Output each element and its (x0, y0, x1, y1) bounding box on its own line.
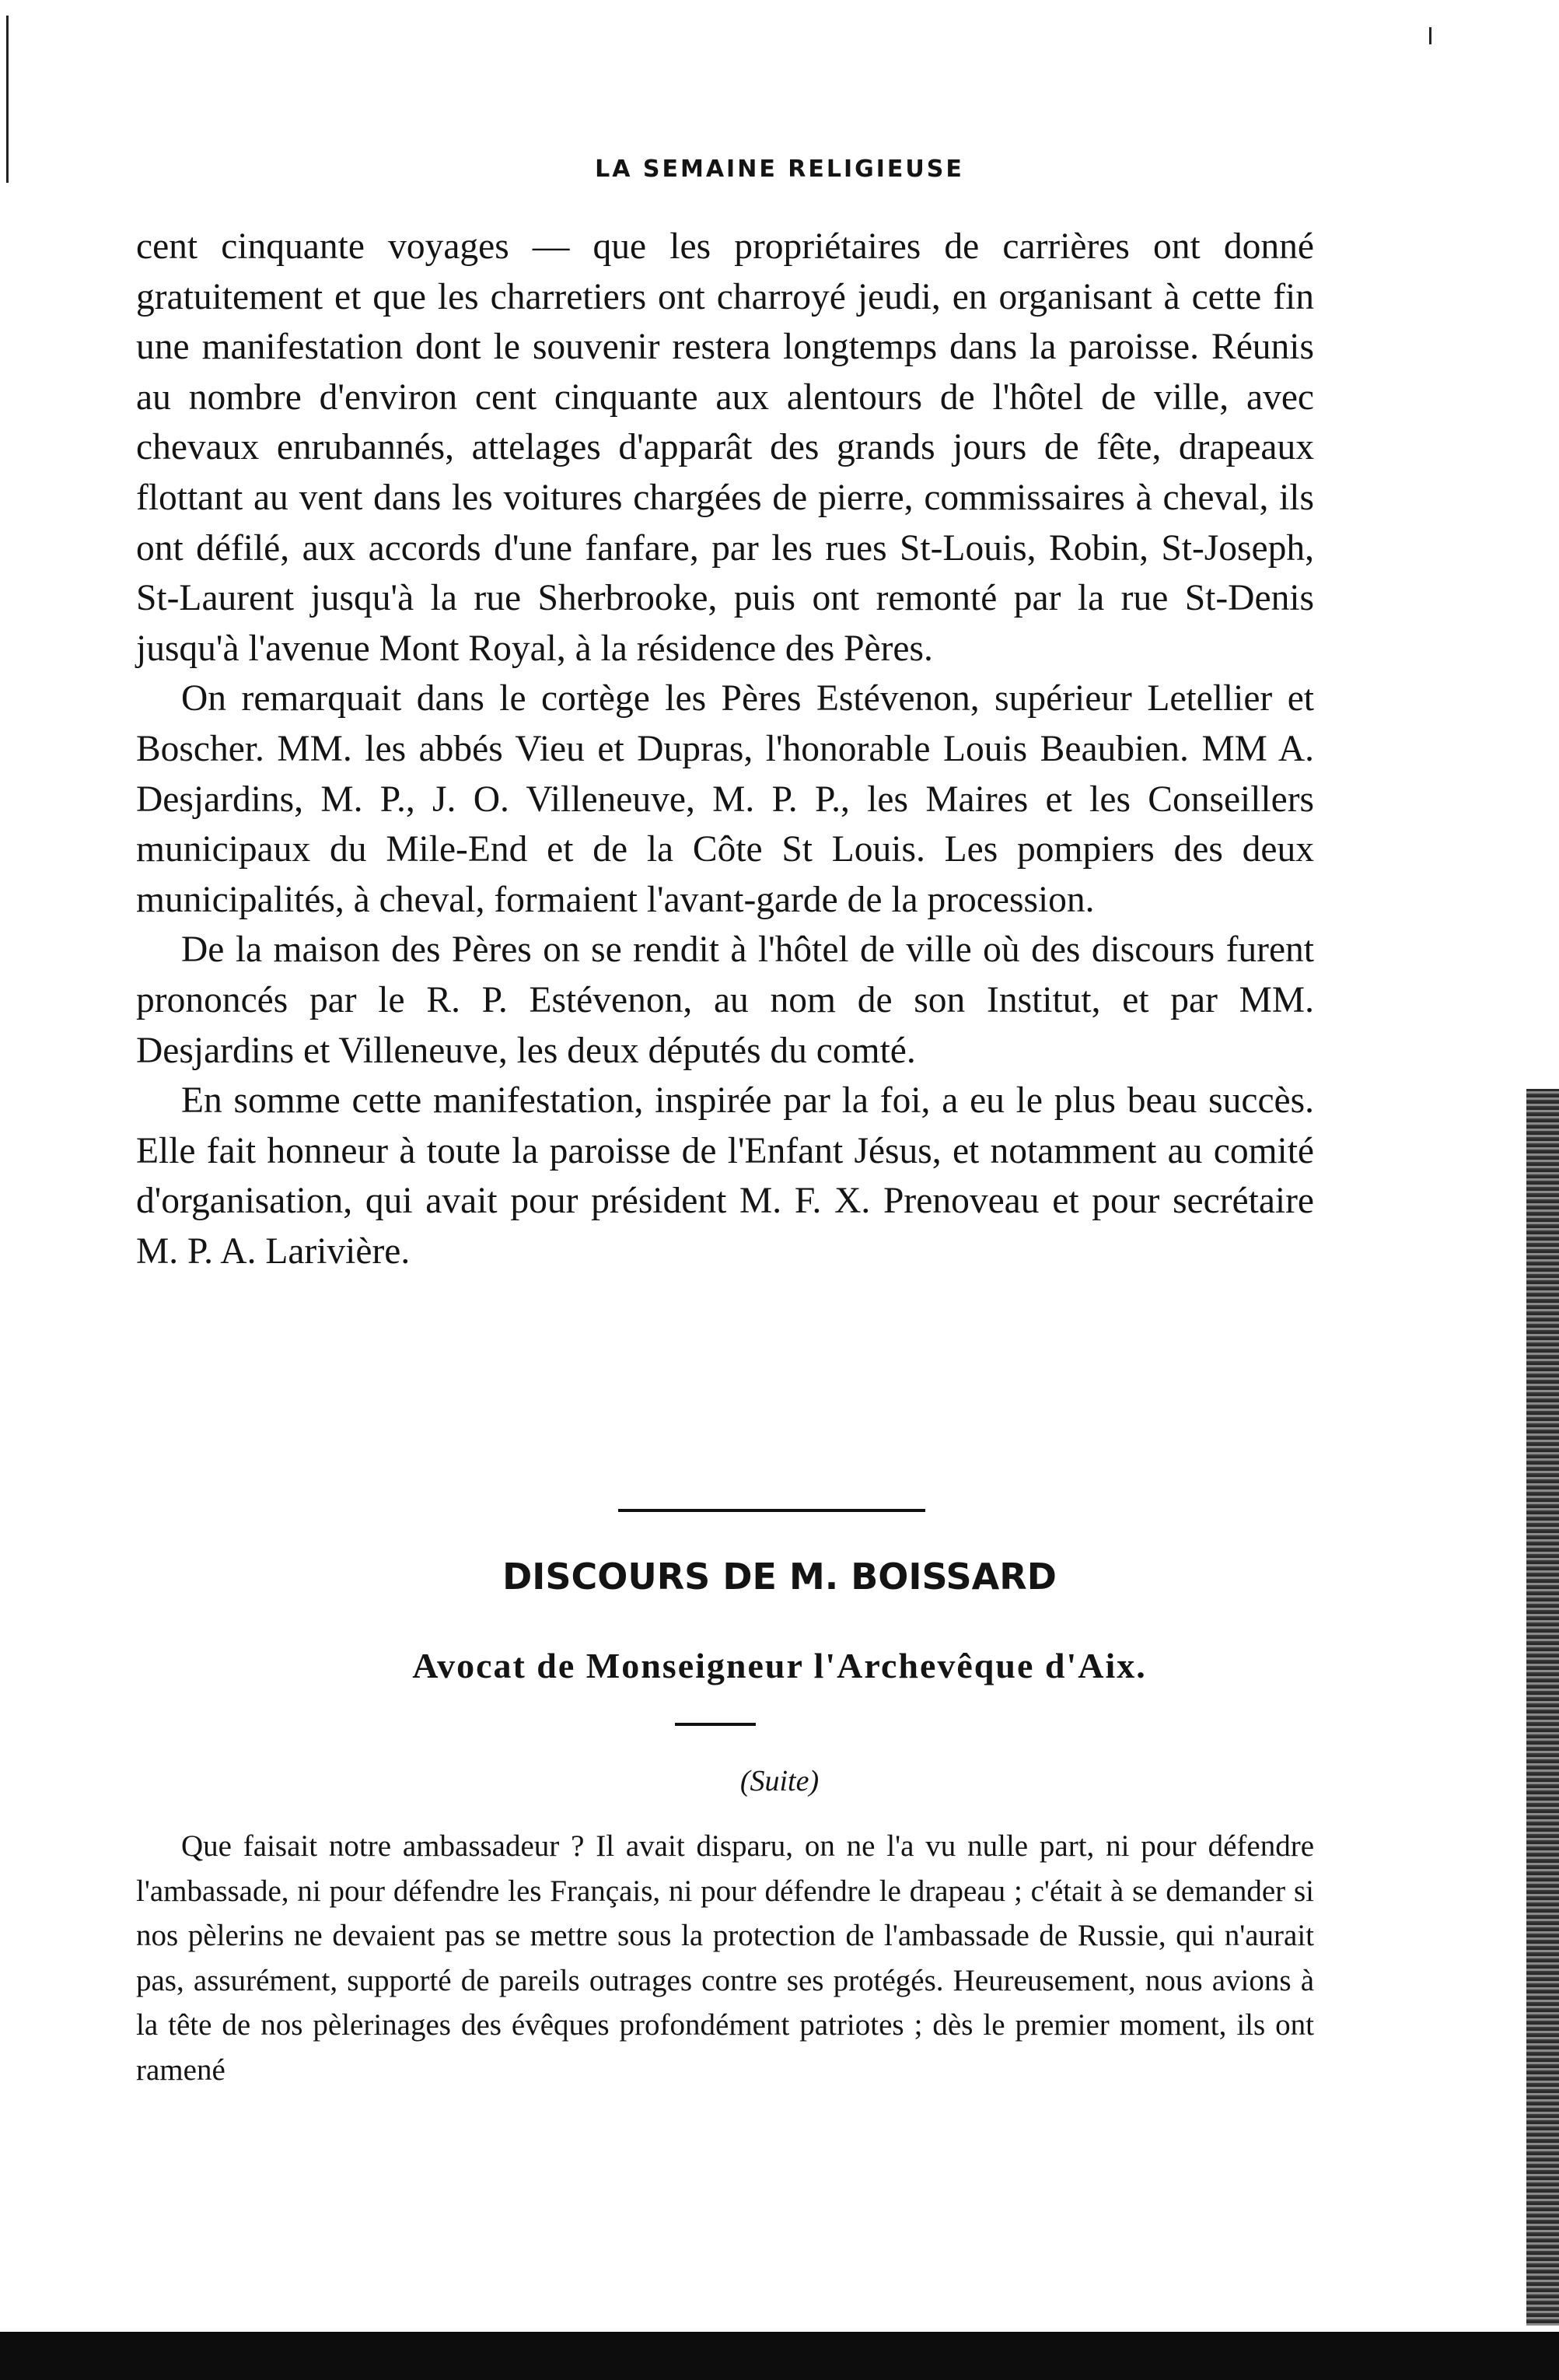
paragraph: En somme cette manifestation, inspirée par la foi, a eu le plus beau succès. Elle fait honneur à toute la paroisse de l'Enfant Jésus, et notamment au comité d'organisation, qui avait pour président M. F. X. Prenoveau et pour secrétaire M. P. A. Larivière. (136, 1080, 1314, 1272)
right-margin-scan-mark (1429, 27, 1431, 44)
paragraph: Que faisait notre ambassadeur ? Il avait disparu, on ne l'a vu nulle part, ni pour défendre l'ambassade, ni pour défendre les Français, ni pour défendre le drapeau ; c'était à se demander si nos pèlerins ne devaient pas se mettre sous la protection de l'ambassade de Russie, qui n'aurait pas, assurément, supporté de pareils outrages contre ses protégés. Heureusement, nous avions à la tête de nos pèlerinages des évêques profondément patriotes ; dès le premier moment, ils ont ramené (136, 1829, 1314, 2087)
paragraph: De la maison des Pères on se rendit à l'hôtel de ville où des discours furent prononcés par le R. P. Estévenon, au nom de son Institut, et par MM. Desjardins et Villeneuve, les deux députés du comté. (136, 929, 1314, 1071)
running-title: LA SEMAINE RELIGIEUSE (595, 156, 964, 183)
bottom-edge-scan-artifact (0, 2332, 1559, 2380)
short-divider-rule (675, 1723, 756, 1726)
paragraph: cent cinquante voyages — que les propriétaires de carrières ont donné gratuitement et que les charretiers ont charroyé jeudi, en organisant à cette fin une manifestation dont le souvenir restera longtemps dans la paroisse. Réunis au nombre d'environ cent cinquante aux alentours de l'hôtel de ville, avec chevaux enrubannés, attelages d'apparât des grands jours de fête, drapeaux flottant au vent dans les voitures chargées de pierre, commissaires à cheval, ils ont défilé, aux accords d'une fanfare, par les rues St-Louis, Robin, St-Joseph, St-Laurent jusqu'à la rue Sherbrooke, puis ont remonté par la rue St-Denis jusqu'à l'avenue Mont Royal, à la résidence des Pères. (136, 226, 1314, 669)
section-title: DISCOURS DE M. BOISSARD (502, 1556, 1057, 1598)
speech-text (136, 1824, 1314, 2092)
right-edge-scan-artifact (1526, 1089, 1559, 2326)
continued-label: (Suite) (739, 1765, 820, 1797)
section-divider-rule (618, 1509, 925, 1512)
section-subtitle: Avocat de Monseigneur l'Archevêque d'Aix. (412, 1646, 1147, 1685)
paragraph: On remarquait dans le cortège les Pères Estévenon, supérieur Letellier et Boscher. MM. les abbés Vieu et Dupras, l'honorable Louis Beaubien. MM A. Desjardins, M. P., J. O. Villeneuve, M. P. P., les Maires et les Conseillers municipaux du Mile-End et de la Côte St Louis. Les pompiers des deux municipalités, à cheval, formaient l'avant-garde de la procession. (136, 678, 1314, 920)
article-continuation (136, 222, 1314, 1276)
